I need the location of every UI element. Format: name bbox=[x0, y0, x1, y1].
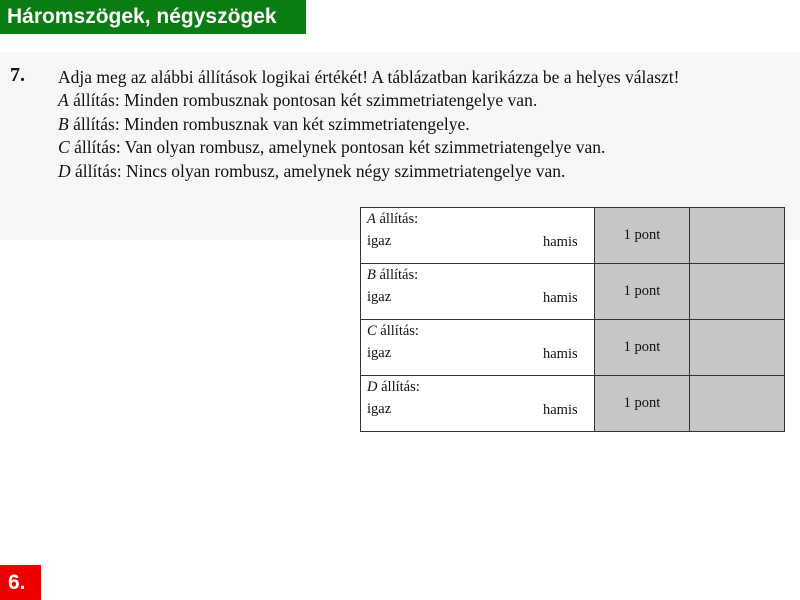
statement-a bbox=[58, 89, 746, 112]
statement-label-text: állítás: bbox=[379, 211, 419, 227]
answer-cell bbox=[361, 208, 595, 264]
statement-text: állítás: Nincs olyan rombusz, amelynek négy szimmetriatengelye van. bbox=[75, 160, 566, 181]
statement-letter: A bbox=[367, 211, 376, 227]
statement-label-text: állítás: bbox=[381, 379, 420, 395]
statement-letter: C bbox=[58, 137, 70, 158]
statement-label bbox=[367, 323, 419, 340]
points-cell bbox=[595, 376, 690, 432]
option-false[interactable]: hamis bbox=[543, 234, 578, 250]
statement-letter: D bbox=[367, 379, 378, 395]
statement-d bbox=[58, 160, 746, 183]
option-false[interactable]: hamis bbox=[543, 402, 578, 418]
score-cell bbox=[690, 320, 785, 376]
score-cell bbox=[690, 376, 785, 432]
answer-cell bbox=[361, 320, 595, 376]
table-row bbox=[361, 208, 785, 264]
points-label: 1 pont bbox=[623, 227, 661, 243]
score-cell bbox=[690, 264, 785, 320]
statement-c bbox=[58, 136, 746, 159]
table-row bbox=[361, 264, 785, 320]
answer-cell bbox=[361, 264, 595, 320]
statement-text: állítás: Minden rombusznak pontosan két szimmetriatengelye van. bbox=[73, 90, 538, 111]
option-true[interactable]: igaz bbox=[367, 289, 392, 305]
statement-b bbox=[58, 113, 746, 136]
statement-label-text: állítás: bbox=[379, 267, 419, 283]
task-body bbox=[58, 66, 746, 183]
points-cell bbox=[595, 320, 690, 376]
points-cell bbox=[595, 264, 690, 320]
points-label: 1 pont bbox=[623, 339, 661, 355]
statement-label-text: állítás: bbox=[380, 323, 419, 339]
statement-label bbox=[367, 211, 418, 228]
statement-label bbox=[367, 379, 420, 396]
points-cell bbox=[595, 208, 690, 264]
task-number: 7. bbox=[10, 64, 25, 86]
page-number-badge: 6. bbox=[0, 565, 41, 600]
statement-text: állítás: Minden rombusznak van két szimmetriatengelye. bbox=[73, 113, 470, 134]
answer-table bbox=[360, 207, 785, 432]
option-true[interactable]: igaz bbox=[367, 345, 392, 361]
statement-letter: C bbox=[367, 323, 377, 339]
table-row bbox=[361, 376, 785, 432]
statement-label bbox=[367, 267, 418, 284]
option-false[interactable]: hamis bbox=[543, 290, 578, 306]
table-row bbox=[361, 320, 785, 376]
task-instruction: Adja meg az alábbi állítások logikai értékét! A táblázatban karikázza be a helyes választ! bbox=[58, 67, 680, 87]
option-true[interactable]: igaz bbox=[367, 233, 392, 249]
score-cell bbox=[690, 208, 785, 264]
answer-cell bbox=[361, 376, 595, 432]
points-label: 1 pont bbox=[623, 283, 661, 299]
statement-letter: B bbox=[58, 113, 69, 134]
option-false[interactable]: hamis bbox=[543, 346, 578, 362]
statement-letter: A bbox=[58, 90, 69, 111]
section-title: Háromszögek, négyszögek bbox=[0, 0, 306, 34]
points-label: 1 pont bbox=[623, 395, 661, 411]
option-true[interactable]: igaz bbox=[367, 401, 392, 417]
statement-text: állítás: Van olyan rombusz, amelynek pontosan két szimmetriatengelye van. bbox=[74, 137, 606, 158]
statement-letter: B bbox=[367, 267, 376, 283]
statement-letter: D bbox=[58, 160, 71, 181]
